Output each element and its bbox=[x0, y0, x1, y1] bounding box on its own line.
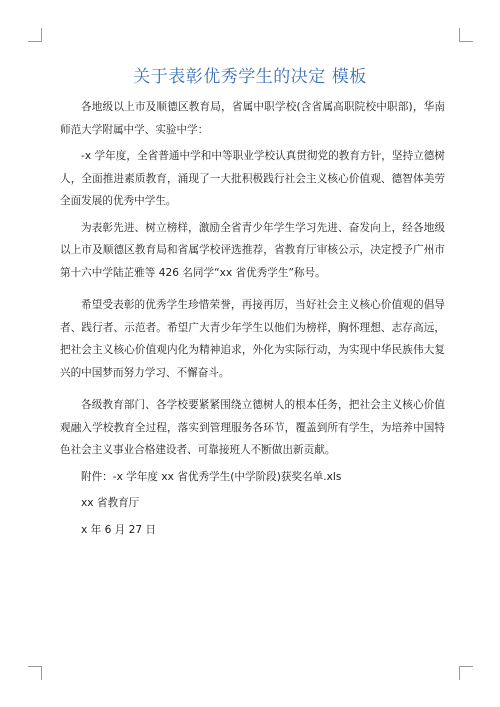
crop-mark-bottom-right bbox=[459, 666, 473, 680]
crop-mark-top-right bbox=[459, 28, 473, 42]
body-paragraph-3: 希望受表彰的优秀学生珍惜荣誉，再接再厉，当好社会主义核心价值观的倡导者、践行者、示范者。希望广大青少年学生以他们为榜样，胸怀理想、志存高远，把社会主义核心价值观内化为精神追求，外化为实际行动，为实现中华民族伟大复兴的中国梦而努力学习、不懈奋斗。 bbox=[60, 299, 445, 379]
crop-mark-bottom-left bbox=[28, 666, 42, 680]
document-title: 关于表彰优秀学生的决定 模板 bbox=[133, 67, 367, 87]
body-paragraph-2: 为表彰先进、树立榜样，激励全省青少年学生学习先进、奋发向上，经各地级以上市及顺德区教育局和省属学校评选推荐，省教育厅审核公示，决定授予广州市第十六中学陆芷雅等 426 名同学“xx 省优秀学生”称号。 bbox=[60, 221, 445, 279]
issuer: xx 省教育厅 bbox=[81, 497, 140, 509]
crop-mark-top-left bbox=[28, 28, 42, 42]
body-paragraph-1: -x 学年度，全省普通中学和中等职业学校认真贯彻党的教育方针，坚持立德树人，全面推进素质教育，涌现了一大批积极践行社会主义核心价值观、德智体美劳全面发展的优秀中学生。 bbox=[60, 150, 445, 207]
addressee: 各地级以上市及顺德区教育局，省属中职学校(含省属高职院校中职部)，华南师范大学附属中学、实验中学： bbox=[60, 101, 445, 136]
document-body bbox=[60, 96, 445, 541]
body-paragraph-4: 各级教育部门、各学校要紧紧围绕立德树人的根本任务，把社会主义核心价值观融入学校教育全过程，落实到管理服务各环节，覆盖到所有学生，为培养中国特色社会主义事业合格建设者、可靠接班人不断做出新贡献。 bbox=[60, 399, 445, 456]
attachment-line: 附件：-x 学年度 xx 省优秀学生(中学阶段)获奖名单.xls bbox=[81, 470, 342, 483]
issue-date: x 年 6 月 27 日 bbox=[81, 523, 157, 536]
